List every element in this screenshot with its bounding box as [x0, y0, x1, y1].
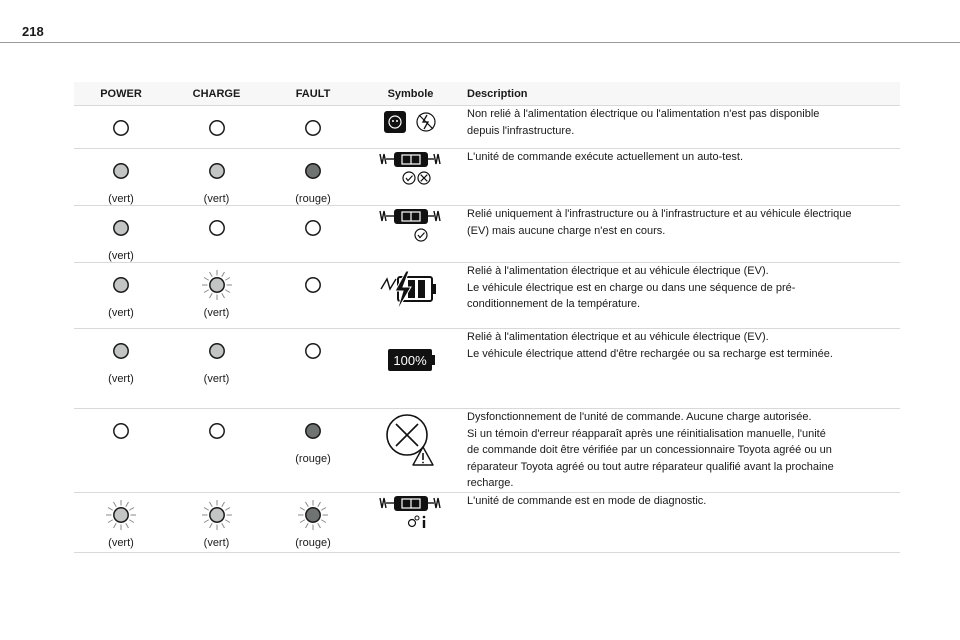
led-status-table: [74, 82, 900, 553]
charge-cell: [168, 492, 265, 552]
header-power: POWER: [74, 82, 168, 106]
table-row: [74, 409, 900, 493]
led-on-icon: [199, 153, 235, 189]
led-color-label: (vert): [108, 373, 134, 385]
led-on-red-icon: [295, 413, 331, 449]
fault-warning-icon: [376, 411, 446, 471]
description-line: recharge.: [467, 477, 514, 489]
description-line: Non relié à l'alimentation électrique ou l'alimentation n'est pas disponible: [467, 108, 820, 120]
charge-cell: [168, 206, 265, 263]
led-off-icon: [295, 110, 331, 146]
led-off-icon: [295, 333, 331, 369]
self-test-icon: [376, 151, 446, 191]
fault-cell: [265, 206, 361, 263]
charge-cell: [168, 106, 265, 149]
led-off-icon: [199, 110, 235, 146]
description-line: Le véhicule électrique est en charge ou dans une séquence de pré-: [467, 281, 796, 294]
description-line: Le véhicule électrique attend d'être rechargée ou sa recharge est terminée.: [467, 347, 833, 360]
description-line: (EV) mais aucune charge n'est en cours.: [467, 224, 666, 237]
led-color-label: (rouge): [295, 536, 331, 549]
fault-cell: [265, 263, 361, 329]
led-color-label: (rouge): [295, 193, 331, 205]
description-cell: [460, 206, 900, 263]
led-on-icon: [103, 333, 139, 369]
description-line: depuis l'infrastructure.: [467, 124, 575, 137]
connected-no-charge-icon: [376, 208, 446, 248]
led-color-label: (vert): [108, 193, 134, 205]
description-line: L'unité de commande est en mode de diagnostic.: [467, 494, 707, 507]
led-color-label: (vert): [108, 250, 134, 262]
description-cell: [460, 149, 900, 206]
symbol-cell: [361, 492, 460, 552]
table-row: [74, 206, 900, 263]
charge-cell: [168, 329, 265, 409]
header-fault: FAULT: [265, 82, 361, 106]
power-cell: [74, 492, 168, 552]
led-blink-icon: [199, 497, 235, 533]
description-cell: [460, 329, 900, 409]
charge-cell: [168, 149, 265, 206]
led-off-icon: [103, 413, 139, 449]
power-cell: [74, 106, 168, 149]
symbol-cell: [361, 206, 460, 263]
header-rule: [0, 42, 960, 43]
led-color-label: (vert): [203, 193, 230, 205]
led-color-label: (vert): [108, 536, 134, 549]
table-body: [74, 106, 900, 553]
symbol-cell: [361, 409, 460, 493]
description-cell: [460, 409, 900, 493]
page-number: 218: [22, 24, 44, 39]
power-cell: [74, 329, 168, 409]
table-row: [74, 329, 900, 409]
fault-cell: [265, 149, 361, 206]
led-color-label: (rouge): [295, 453, 331, 465]
description-cell: [460, 492, 900, 552]
description-line: Si un témoin d'erreur réapparaît après une réinitialisation manuelle, l'unité: [467, 427, 826, 440]
led-blink-icon: [199, 267, 235, 303]
table-row: [74, 106, 900, 149]
symbol-cell: [361, 329, 460, 409]
description-line: réparateur Toyota agréé ou tout autre réparateur qualifié avant la prochaine: [467, 460, 834, 473]
table-row: [74, 149, 900, 206]
led-off-icon: [295, 267, 331, 303]
led-color-label: (vert): [203, 536, 230, 549]
plug-unavailable-icon: [376, 108, 446, 140]
led-on-icon: [103, 210, 139, 246]
description-cell: [460, 263, 900, 329]
description-cell: [460, 106, 900, 149]
table-row: [74, 263, 900, 329]
led-on-icon: [103, 153, 139, 189]
fault-cell: [265, 409, 361, 493]
led-blink-red-icon: [295, 497, 331, 533]
description-line: conditionnement de la température.: [467, 298, 641, 310]
description-line: L'unité de commande exécute actuellement un auto-test.: [467, 151, 744, 163]
led-off-icon: [199, 413, 235, 449]
description-line: Dysfonctionnement de l'unité de commande. Aucune charge autorisée.: [467, 411, 812, 423]
diagnostic-icon: [376, 495, 446, 535]
description-line: de commande doit être vérifiée par un concessionnaire Toyota agréé ou un: [467, 444, 832, 456]
led-color-label: (vert): [203, 307, 230, 319]
header-symbol: Symbole: [361, 82, 460, 106]
charge-cell: [168, 263, 265, 329]
fault-cell: [265, 106, 361, 149]
symbol-cell: [361, 149, 460, 206]
led-off-icon: [295, 210, 331, 246]
symbol-cell: [361, 263, 460, 329]
led-on-icon: [103, 267, 139, 303]
led-color-label: (vert): [203, 373, 230, 385]
battery-full-icon: [376, 331, 446, 385]
table-row: [74, 492, 900, 552]
battery-charging-icon: [376, 265, 446, 315]
power-cell: [74, 149, 168, 206]
led-on-red-icon: [295, 153, 331, 189]
led-off-icon: [103, 110, 139, 146]
led-color-label: (vert): [108, 307, 134, 319]
led-on-icon: [199, 333, 235, 369]
power-cell: [74, 263, 168, 329]
charge-cell: [168, 409, 265, 493]
description-line: Relié uniquement à l'infrastructure ou à l'infrastructure et au véhicule électrique: [467, 208, 852, 220]
fault-cell: [265, 492, 361, 552]
fault-cell: [265, 329, 361, 409]
description-line: Relié à l'alimentation électrique et au véhicule électrique (EV).: [467, 265, 769, 277]
led-blink-icon: [103, 497, 139, 533]
power-cell: [74, 206, 168, 263]
led-off-icon: [199, 210, 235, 246]
header-charge: CHARGE: [168, 82, 265, 106]
battery-percentage-text: 100%: [392, 353, 427, 368]
power-cell: [74, 409, 168, 493]
symbol-cell: [361, 106, 460, 149]
description-line: Relié à l'alimentation électrique et au véhicule électrique (EV).: [467, 331, 769, 343]
table-header-row: [74, 82, 900, 106]
header-description: Description: [460, 82, 900, 106]
